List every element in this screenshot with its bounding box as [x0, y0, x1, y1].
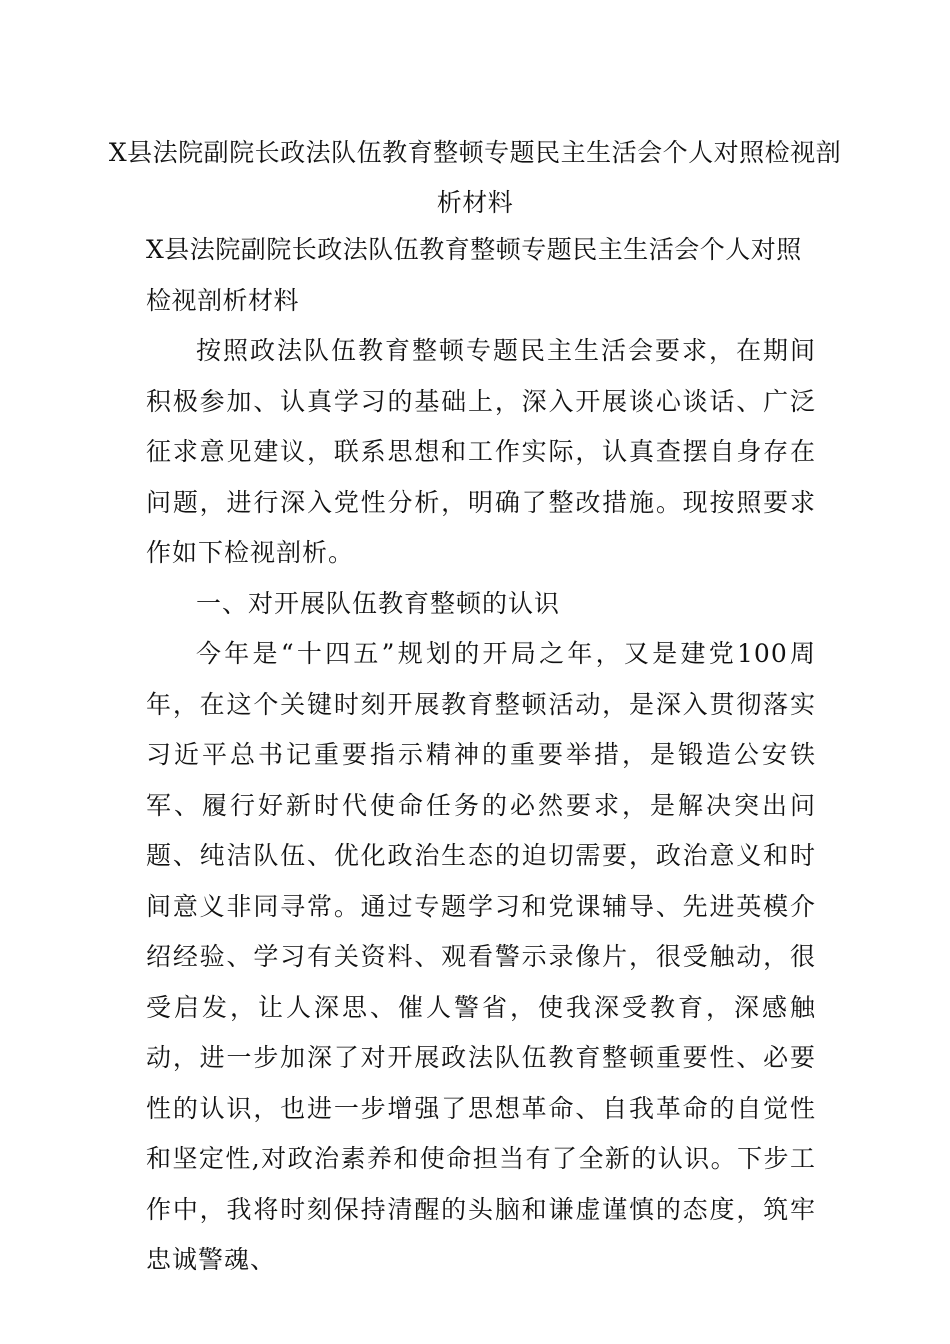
- paragraph-intro: 按照政法队伍教育整顿专题民主生活会要求，在期间积极参加、认真学习的基础上，深入开展谈心谈话、广泛征求意见建议，联系思想和工作实际，认真查摆自身存在问题，进行深入党性分析，明确了整改措施。现按照要求作如下检视剖析。: [146, 336, 816, 567]
- document-subtitle: X县法院副院长政法队伍教育整顿专题民主生活会个人对照检视剖析材料: [146, 235, 802, 315]
- document-title: X县法院副院长政法队伍教育整顿专题民主生活会个人对照检视剖析材料: [108, 138, 842, 217]
- document-body: [146, 326, 816, 1286]
- paragraph-understanding: 今年是“十四五”规划的开局之年，又是建党100周年，在这个关键时刻开展教育整顿活动，是深入贯彻落实习近平总书记重要指示精神的重要举措，是锻造公安铁军、履行好新时代使命任务的必然要求，是解决突出问题、纯洁队伍、优化政治生态的迫切需要，政治意义和时间意义非同寻常。通过专题学习和党课辅导、先进英模介绍经验、学习有关资料、观看警示录像片，很受触动，很受启发，让人深思、催人警省，使我深受教育，深感触动，进一步加深了对开展政法队伍教育整顿重要性、必要性的认识，也进一步增强了思想革命、自我革命的自觉性和坚定性,对政治素养和使命担当有了全新的认识。下步工作中，我将时刻保持清醒的头脑和谦虚谨慎的态度，筑牢忠诚警魂、: [146, 639, 816, 1274]
- section-heading: 一、对开展队伍教育整顿的认识: [196, 588, 561, 618]
